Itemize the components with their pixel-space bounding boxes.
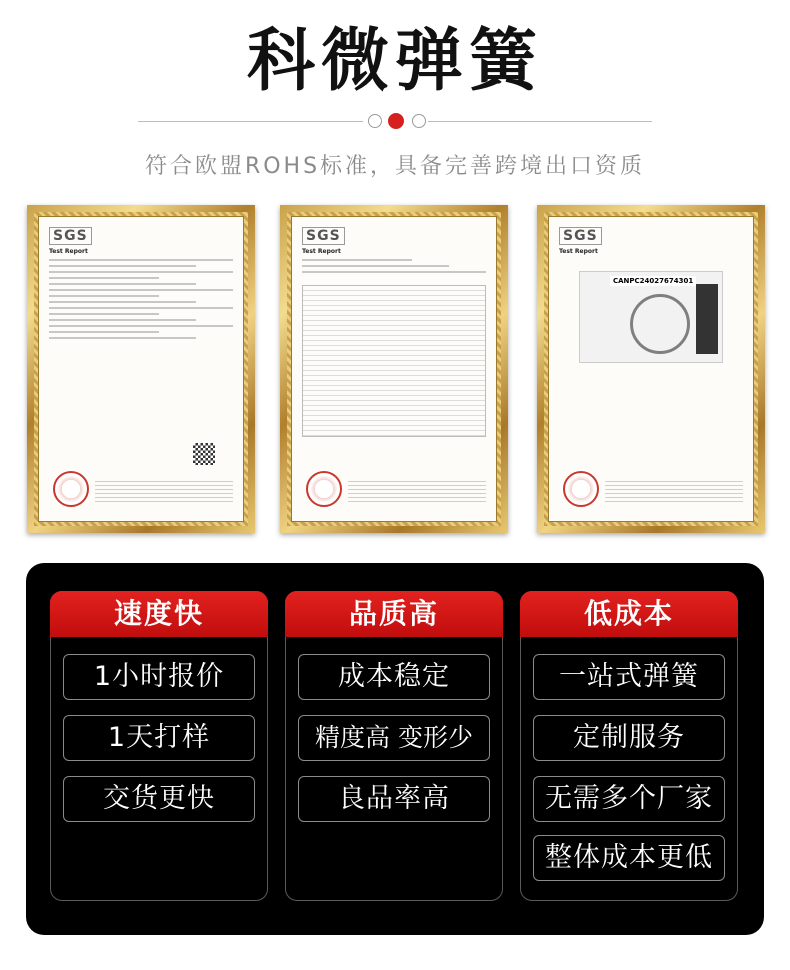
seal-icon xyxy=(563,471,599,507)
results-table xyxy=(302,285,486,437)
feature-item: 交货更快 xyxy=(63,776,255,822)
feature-item: 无需多个厂家 xyxy=(533,776,725,822)
feature-heading-speed: 速度快 xyxy=(50,591,268,637)
feature-heading-quality: 品质高 xyxy=(285,591,503,637)
decor-dot xyxy=(368,114,382,128)
seal-icon xyxy=(53,471,89,507)
qr-code-icon xyxy=(193,443,215,465)
decor-dot-active xyxy=(388,113,404,129)
decor-dot xyxy=(412,114,426,128)
report-header: Test Report xyxy=(49,248,88,255)
divider-left xyxy=(138,121,363,122)
sgs-logo: SGS xyxy=(302,227,345,245)
feature-item: 1天打样 xyxy=(63,715,255,761)
feature-item: 精度高 变形少 xyxy=(298,715,490,761)
divider-right xyxy=(428,121,652,122)
certificate-3 xyxy=(537,205,765,533)
report-text xyxy=(49,259,233,343)
report-header: Test Report xyxy=(302,248,341,255)
report-footer xyxy=(605,481,743,503)
certificate-2 xyxy=(280,205,508,533)
sample-photo-label: CANPC24027674301 xyxy=(610,276,696,286)
feature-heading-cost: 低成本 xyxy=(520,591,738,637)
report-header: Test Report xyxy=(559,248,598,255)
feature-item: 良品率高 xyxy=(298,776,490,822)
sgs-logo: SGS xyxy=(49,227,92,245)
feature-item: 定制服务 xyxy=(533,715,725,761)
seal-icon xyxy=(306,471,342,507)
spring-ring-image xyxy=(630,294,690,354)
feature-item: 整体成本更低 xyxy=(533,835,725,881)
report-footer xyxy=(95,481,233,503)
report-footer xyxy=(348,481,486,503)
sgs-logo: SGS xyxy=(559,227,602,245)
report-text xyxy=(302,259,486,277)
feature-item: 成本稳定 xyxy=(298,654,490,700)
sample-photo xyxy=(579,271,723,363)
feature-item: 1小时报价 xyxy=(63,654,255,700)
feature-item: 一站式弹簧 xyxy=(533,654,725,700)
subtitle: 符合欧盟ROHS标准，具备完善跨境出口资质 xyxy=(144,154,646,179)
page-title: 科微弹簧 xyxy=(246,22,543,101)
certificate-1 xyxy=(27,205,255,533)
ruler-image xyxy=(696,284,718,354)
